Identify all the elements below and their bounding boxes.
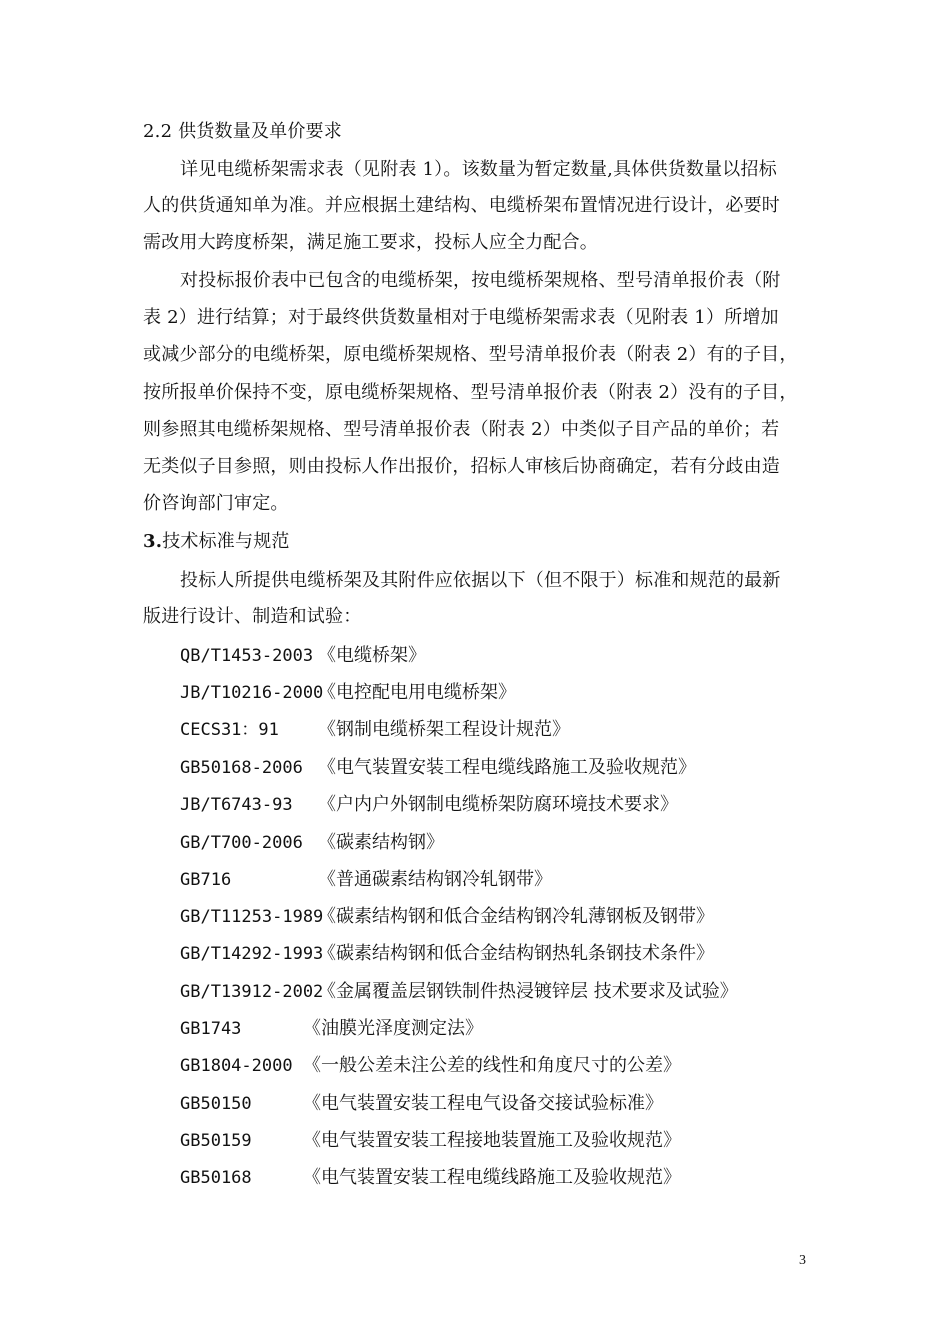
standard-code: GB1804-2000 xyxy=(180,1056,293,1076)
section-3-title: 技术标准与规范 xyxy=(162,531,290,552)
paragraph-2-line-2: 表 2）进行结算；对于最终供货数量相对于电缆桥架需求表（见附表 1）所增加 xyxy=(143,307,779,328)
standard-name: 《金属覆盖层钢铁制件热浸镀锌层 技术要求及试验》 xyxy=(318,981,738,1002)
standard-code: GB50168 xyxy=(180,1168,252,1188)
standard-code: GB/T11253-1989 xyxy=(180,907,324,927)
section-3-intro-line-1: 投标人所提供电缆桥架及其附件应依据以下（但不限于）标准和规范的最新 xyxy=(180,570,781,591)
paragraph-2-line-1: 对投标报价表中已包含的电缆桥架，按电缆桥架规格、型号清单报价表（附 xyxy=(180,270,781,291)
standard-code: GB/T13912-2002 xyxy=(180,982,324,1002)
standard-code: GB50168-2006 xyxy=(180,758,303,778)
paragraph-1-line-2: 人的供货通知单为准。并应根据土建结构、电缆桥架布置情况进行设计，必要时 xyxy=(143,195,780,216)
standard-name: 《碳素结构钢》 xyxy=(318,832,444,853)
standard-code: GB716 xyxy=(180,870,232,890)
standard-code: JB/T6743-93 xyxy=(180,795,293,815)
standard-code: GB/T14292-1993 xyxy=(180,944,324,964)
standard-name: 《户内户外钢制电缆桥架防腐环境技术要求》 xyxy=(318,794,678,815)
standard-code: GB/T700-2006 xyxy=(180,833,303,853)
standard-code: GB50159 xyxy=(180,1131,252,1151)
standard-name: 《碳素结构钢和低合金结构钢热轧条钢技术条件》 xyxy=(318,943,714,964)
paragraph-2-line-7: 价咨询部门审定。 xyxy=(143,493,289,514)
section-3-number: 3. xyxy=(143,531,163,552)
section-heading-3 xyxy=(143,530,290,554)
standard-name: 《油膜光泽度测定法》 xyxy=(303,1018,483,1039)
standard-name: 《电气装置安装工程电气设备交接试验标准》 xyxy=(303,1093,663,1114)
standard-name: 《电控配电用电缆桥架》 xyxy=(318,682,516,703)
section-3-intro-line-2: 版进行设计、制造和试验： xyxy=(143,606,362,627)
paragraph-2-line-6: 无类似子目参照，则由投标人作出报价，招标人审核后协商确定，若有分歧由造 xyxy=(143,456,780,477)
standard-name: 《钢制电缆桥架工程设计规范》 xyxy=(318,719,570,740)
standard-code: QB/T1453-2003 xyxy=(180,646,314,666)
paragraph-1-line-3: 需改用大跨度桥架，满足施工要求，投标人应全力配合。 xyxy=(143,232,598,253)
standard-code: JB/T10216-2000 xyxy=(180,683,324,703)
standard-name: 《电气装置安装工程电缆线路施工及验收规范》 xyxy=(318,757,696,778)
paragraph-2-line-3: 或减少部分的电缆桥架，原电缆桥架规格、型号清单报价表（附表 2）有的子目， xyxy=(143,344,798,365)
section-heading-2-2: 2.2 供货数量及单价要求 xyxy=(143,121,342,142)
standard-code: GB50150 xyxy=(180,1094,252,1114)
paragraph-2-line-4: 按所报单价保持不变，原电缆桥架规格、型号清单报价表（附表 2）没有的子目， xyxy=(143,382,798,403)
standard-name: 《碳素结构钢和低合金结构钢冷轧薄钢板及钢带》 xyxy=(318,906,714,927)
standard-code: GB1743 xyxy=(180,1019,242,1039)
standard-code: CECS31：91 xyxy=(180,720,279,740)
standard-name: 《电缆桥架》 xyxy=(318,645,426,666)
standard-name: 《电气装置安装工程接地装置施工及验收规范》 xyxy=(303,1130,681,1151)
paragraph-1-line-1: 详见电缆桥架需求表（见附表 1）。该数量为暂定数量,具体供货数量以招标 xyxy=(180,159,777,180)
page-number: 3 xyxy=(799,1253,806,1268)
standard-name: 《电气装置安装工程电缆线路施工及验收规范》 xyxy=(303,1167,681,1188)
standard-name: 《一般公差未注公差的线性和角度尺寸的公差》 xyxy=(303,1055,681,1076)
standard-name: 《普通碳素结构钢冷轧钢带》 xyxy=(318,869,552,890)
paragraph-2-line-5: 则参照其电缆桥架规格、型号清单报价表（附表 2）中类似子目产品的单价；若 xyxy=(143,419,780,440)
